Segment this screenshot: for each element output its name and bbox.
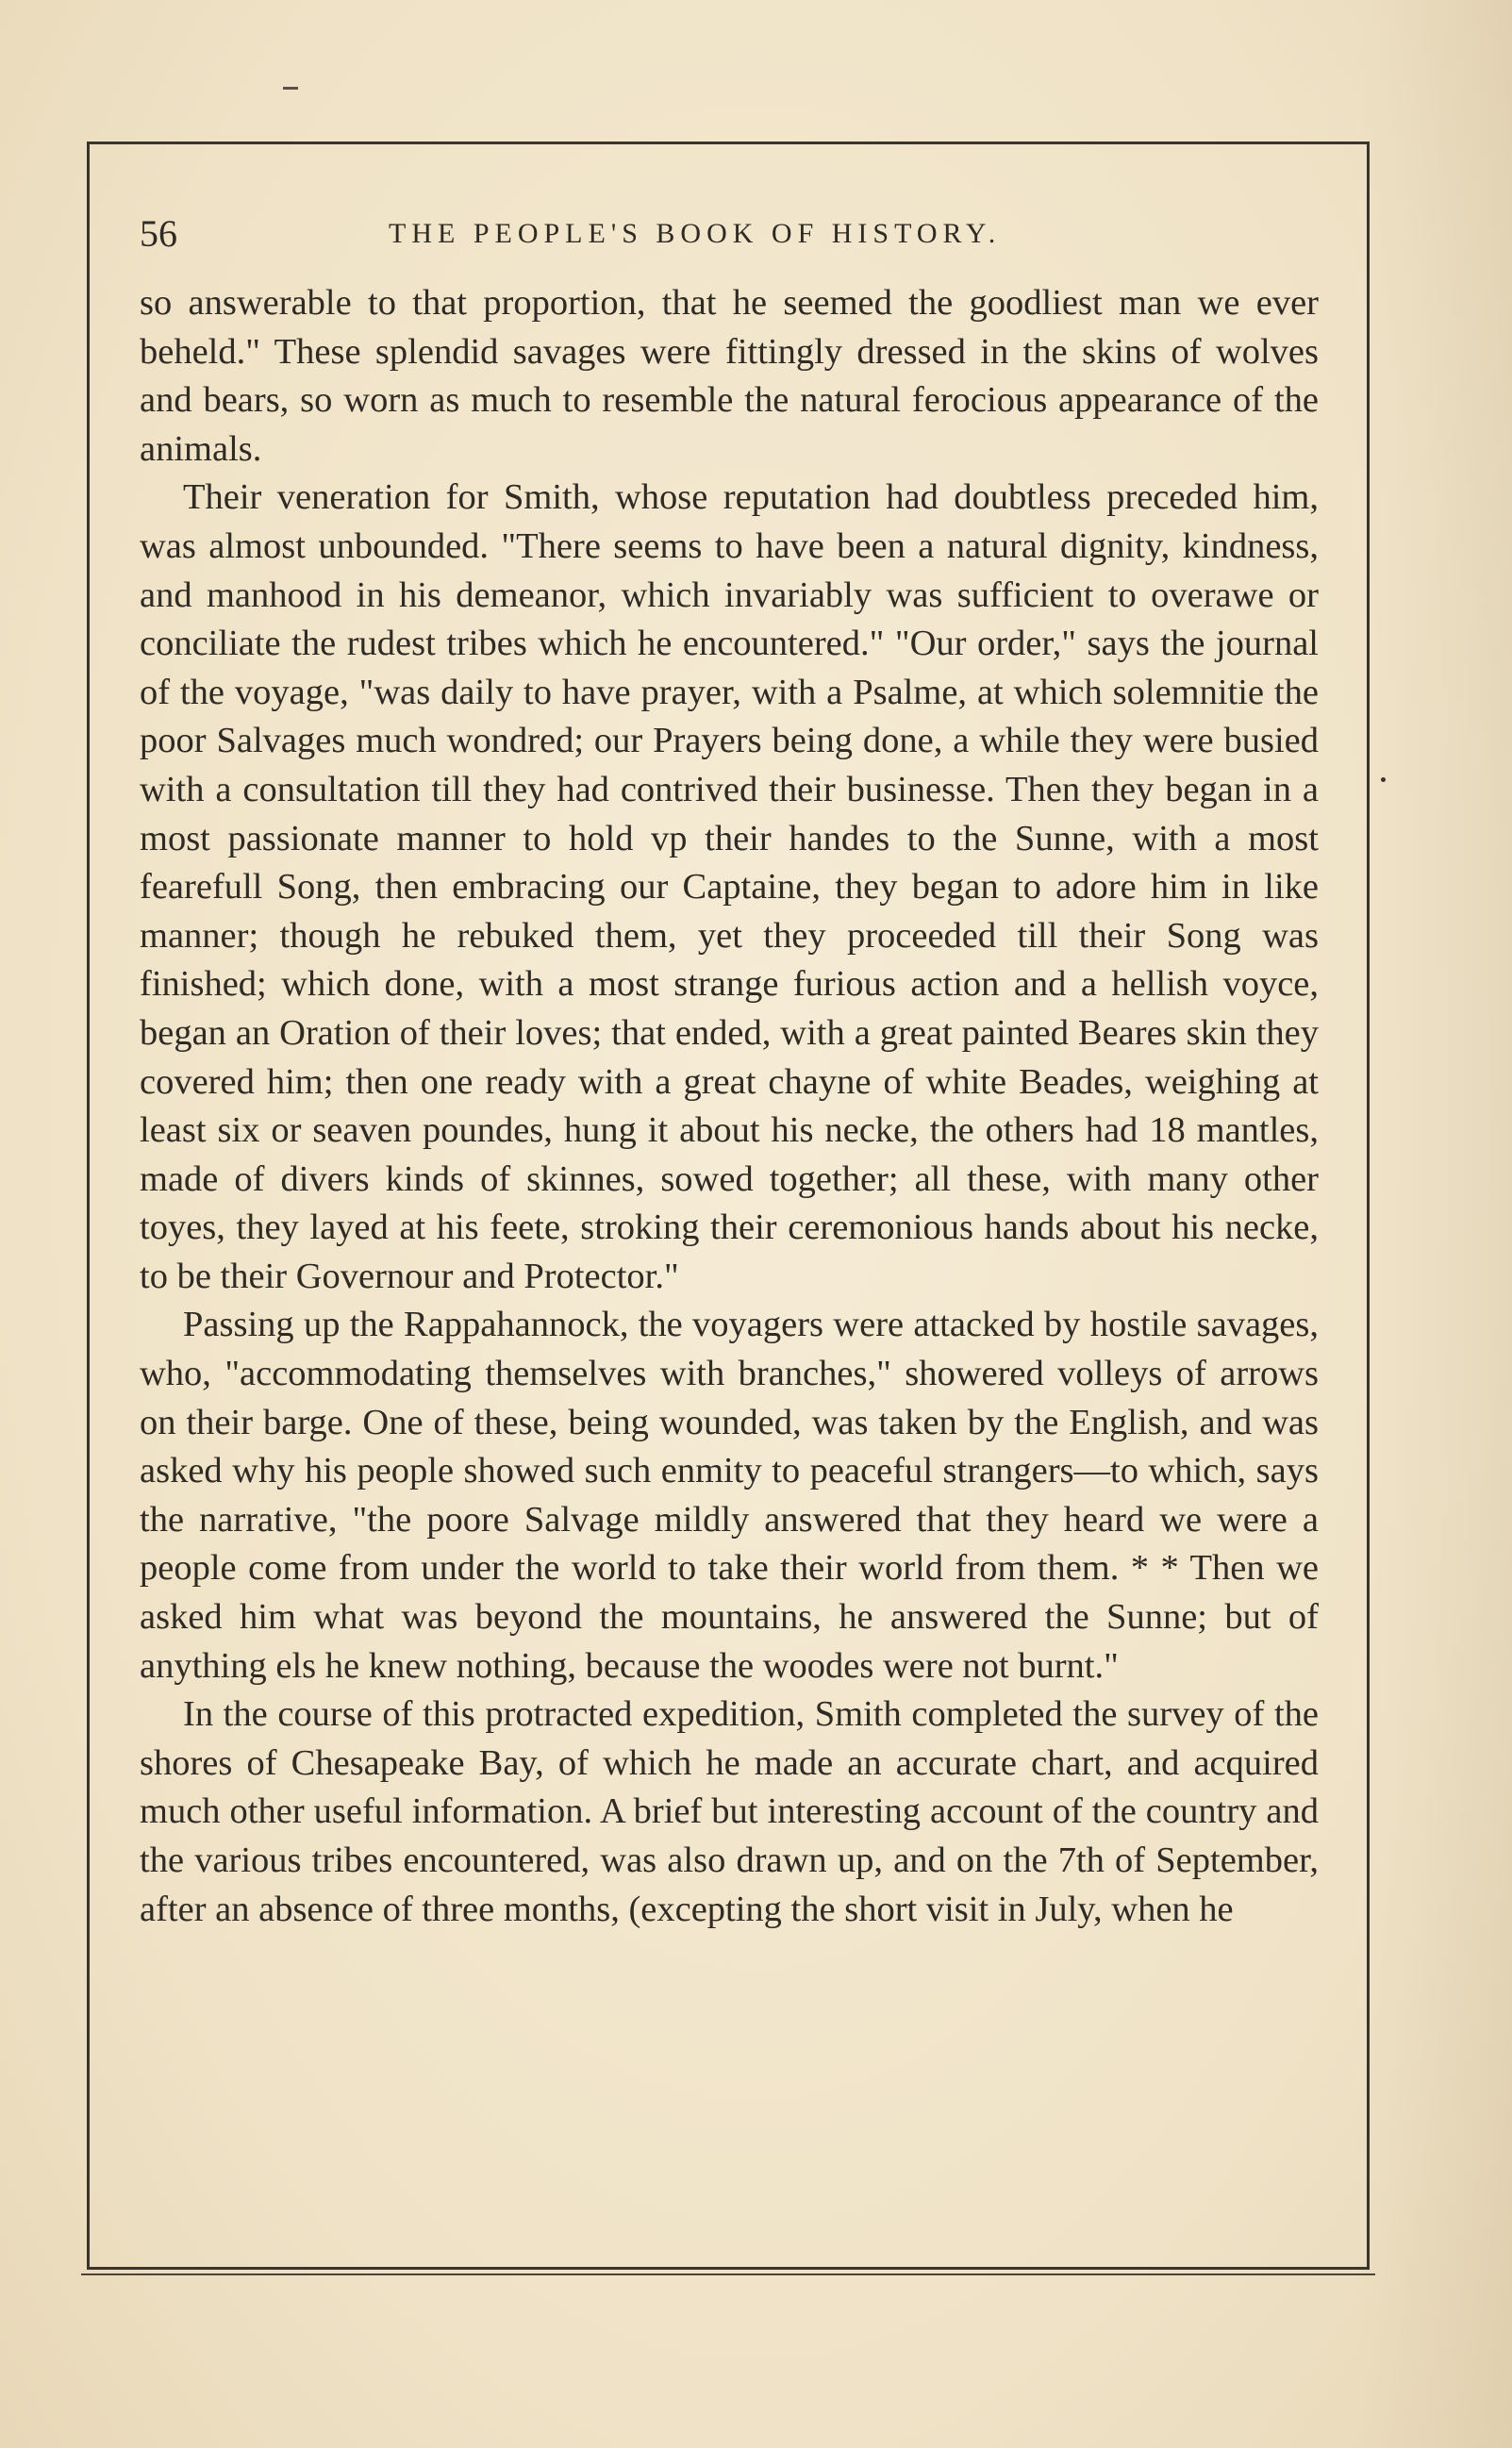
stray-dash-mark [283, 87, 298, 90]
paragraph-2: Their veneration for Smith, whose reputation had doubtless preceded him, was almost unbounded. "There seems to have been a natural dignity, kindness, and manhood in his demeanor, which invariably was sufficient to overawe or conciliate the rudest tribes which he encountered." "Our order," says the journal of the voyage, "was daily to have prayer, with a Psalme, at which solemnitie the poor Salvages much wondred; our Prayers being done, a while they were busied with a consultation till they had contrived their businesse. Then they began in a most passionate manner to hold vp their handes to the Sunne, with a most fearefull Song, then embracing our Captaine, they began to adore him in like manner; though he rebuked them, yet they proceeded till their Song was finished; which done, with a most strange furious action and a hellish voyce, began an Oration of their loves; that ended, with a great painted Beares skin they covered him; then one ready with a great chayne of white Beades, weighing at least six or seaven poundes, hung it about his necke, the others had 18 mantles, made of divers kinds of skinnes, sowed together; all these, with many other toyes, they layed at his feete, stroking their ceremonious hands about his necke, to be their Governour and Protector." [140, 477, 1319, 1296]
paragraph-4: In the course of this protracted expedition, Smith completed the survey of the shores of Chesapeake Bay, of which he made an accurate chart, and acquired much other useful information. A brief but interesting account of the country and the various tribes encountered, was also drawn up, and on the 7th of September, after an absence of three months, (excepting the short visit in July, when he [140, 1694, 1319, 1929]
body-text [140, 279, 1319, 1934]
page-header [140, 206, 1309, 262]
paragraph-1: so answerable to that proportion, that he seemed the goodliest man we ever beheld." These splendid savages were fittingly dressed in the skins of wolves and bears, so worn as much to resemble the natural ferocious appearance of the animals. [140, 283, 1319, 469]
page-number: 56 [140, 212, 177, 255]
paragraph-3: Passing up the Rappahannock, the voyagers were attacked by hostile savages, who, "accommodating themselves with branches," showered volleys of arrows on their barge. One of these, being wounded, was taken by the English, and was asked why his people showed such enmity to peaceful strangers—to which, says the narrative, "the poore Salvage mildly answered that they heard we were a people come from under the world to take their world from them. * * Then we asked him what was beyond the mountains, he answered the Sunne; but of anything els he knew nothing, because the woodes were not burnt." [140, 1305, 1319, 1686]
page-edge-shadow [1358, 0, 1512, 2448]
stray-dot-mark [1381, 777, 1386, 782]
page-border-bottom-rule [81, 2273, 1375, 2275]
running-head: THE PEOPLE'S BOOK OF HISTORY. [389, 218, 1002, 249]
